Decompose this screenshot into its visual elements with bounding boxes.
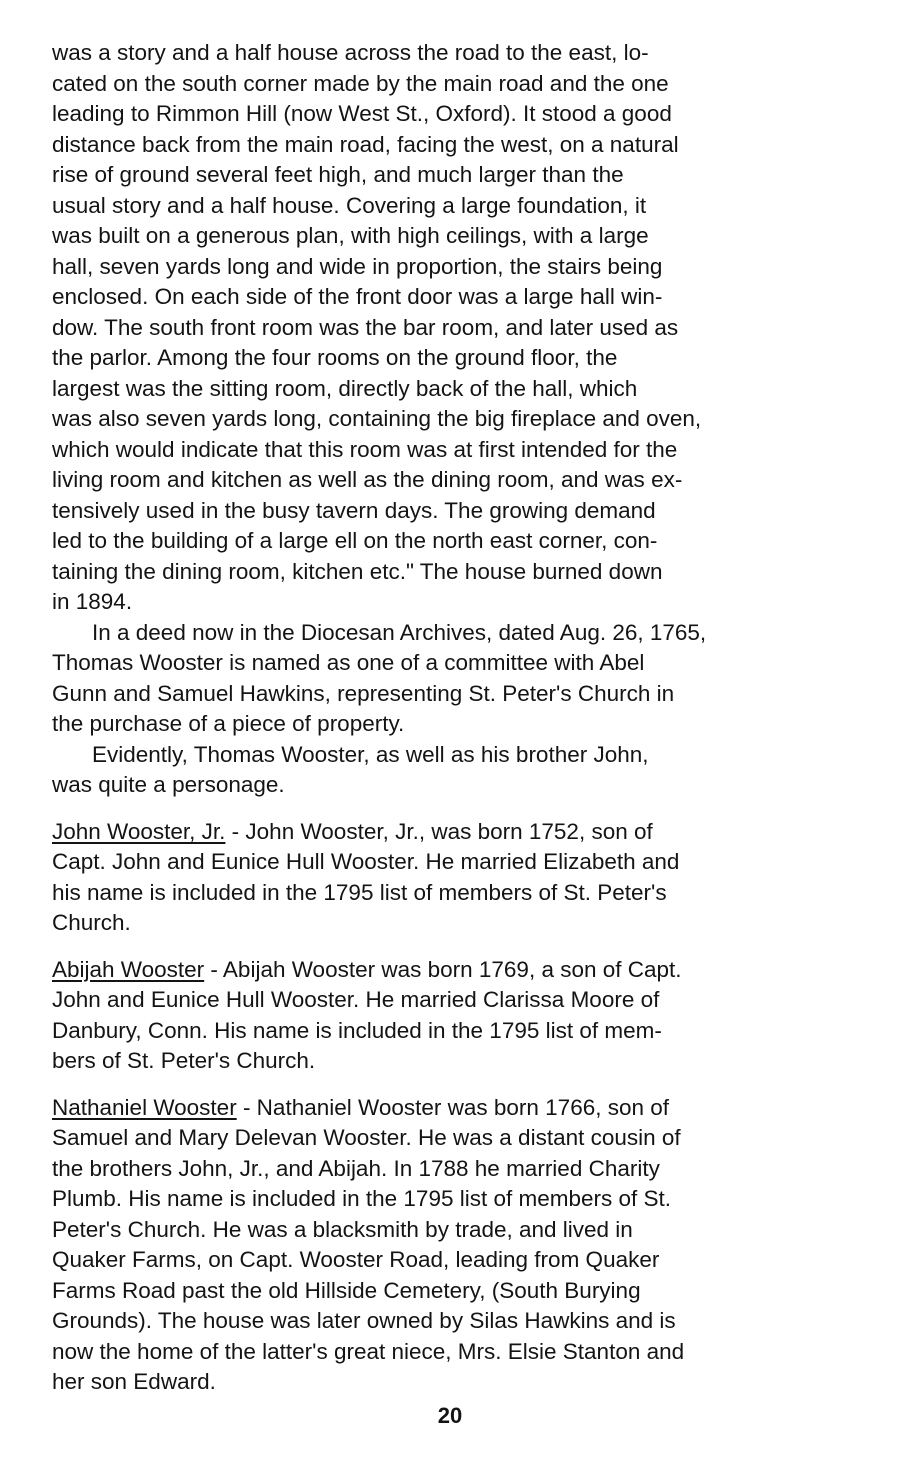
paragraph-gap: [52, 801, 870, 817]
text-line: Grounds). The house was later owned by Silas Hawkins and is: [52, 1308, 676, 1333]
text-line: the purchase of a piece of property.: [52, 711, 405, 736]
text-line: her son Edward.: [52, 1369, 216, 1394]
text-line: cated on the south corner made by the main road and the one: [52, 70, 669, 96]
paragraph-tavern-description: [52, 38, 870, 618]
text-line: Capt. John and Eunice Hull Wooster. He married Elizabeth and: [52, 849, 680, 874]
text-line: Thomas Wooster is named as one of a committee with Abel: [52, 650, 645, 675]
text-line: was also seven yards long, containing the big fireplace and oven,: [52, 406, 702, 431]
text-line: Samuel and Mary Delevan Wooster. He was a distant cousin of: [52, 1125, 681, 1150]
text-line: was a story and a half house across the road to the east, lo-: [52, 40, 649, 65]
entry-text: - John Wooster, Jr., was born 1752, son of: [225, 818, 653, 844]
text-line: [52, 955, 870, 986]
text-line: tensively used in the busy tavern days. The growing demand: [52, 497, 656, 523]
text-line: Plumb. His name is included in the 1795 list of members of St.: [52, 1186, 672, 1211]
page-number: 20: [437, 1403, 463, 1428]
text-line: dow. The south front room was the bar room, and later used as: [52, 314, 679, 340]
text-line: Peter's Church. He was a blacksmith by trade, and lived in: [52, 1216, 633, 1242]
text-line: Gunn and Samuel Hawkins, representing St. Peter's Church in: [52, 680, 675, 706]
text-line: the brothers John, Jr., and Abijah. In 1788 he married Charity: [52, 1155, 660, 1181]
entry-heading: John Wooster, Jr.: [52, 818, 226, 844]
text-line: distance back from the main road, facing the west, on a natural: [52, 131, 679, 157]
paragraph-gap: [52, 1077, 870, 1093]
paragraph-personage: [52, 740, 870, 801]
text-line: led to the building of a large ell on the north east corner, con-: [52, 528, 658, 553]
paragraph-abijah-wooster: [52, 955, 870, 1077]
text-line: now the home of the latter's great niece, Mrs. Elsie Stanton and: [52, 1338, 685, 1364]
entry-heading: Abijah Wooster: [52, 956, 205, 982]
text-line: Danbury, Conn. His name is included in the 1795 list of mem-: [52, 1017, 662, 1043]
document-page: [52, 38, 870, 1462]
text-line: Quaker Farms, on Capt. Wooster Road, leading from Quaker: [52, 1247, 660, 1272]
text-line: Evidently, Thomas Wooster, as well as his brother John,: [92, 741, 649, 767]
text-line: was built on a generous plan, with high ceilings, with a large: [52, 223, 649, 248]
paragraph-nathaniel-wooster: [52, 1093, 870, 1398]
text-line: taining the dining room, kitchen etc." The house burned down: [52, 558, 663, 584]
text-line: was quite a personage.: [52, 772, 285, 797]
text-line: usual story and a half house. Covering a large foundation, it: [52, 192, 647, 218]
entry-text: - Nathaniel Wooster was born 1766, son of: [236, 1094, 670, 1120]
text-line: Farms Road past the old Hillside Cemetery, (South Burying: [52, 1277, 641, 1303]
text-line: largest was the sitting room, directly back of the hall, which: [52, 375, 638, 401]
entry-heading: Nathaniel Wooster: [52, 1094, 237, 1120]
paragraph-deed: [52, 618, 870, 740]
text-line: hall, seven yards long and wide in proportion, the stairs being: [52, 253, 663, 279]
text-line: In a deed now in the Diocesan Archives, dated Aug. 26, 1765,: [92, 619, 707, 645]
paragraph-john-wooster-jr: [52, 817, 870, 939]
text-line: leading to Rimmon Hill (now West St., Oxford). It stood a good: [52, 101, 672, 126]
text-line: enclosed. On each side of the front door was a large hall win-: [52, 284, 663, 309]
entry-text: - Abijah Wooster was born 1769, a son of Capt.: [204, 956, 682, 982]
text-line: [52, 1093, 870, 1124]
text-line: [52, 817, 870, 848]
text-line: which would indicate that this room was at first intended for the: [52, 436, 678, 462]
paragraph-gap: [52, 939, 870, 955]
text-line: the parlor. Among the four rooms on the ground floor, the: [52, 345, 618, 370]
text-line: rise of ground several feet high, and much larger than the: [52, 162, 624, 187]
text-line: Church.: [52, 910, 131, 935]
text-line: his name is included in the 1795 list of members of St. Peter's: [52, 879, 667, 905]
text-line: living room and kitchen as well as the dining room, and was ex-: [52, 467, 683, 492]
text-line: in 1894.: [52, 589, 133, 614]
text-line: John and Eunice Hull Wooster. He married Clarissa Moore of: [52, 987, 660, 1012]
text-line: bers of St. Peter's Church.: [52, 1048, 316, 1073]
